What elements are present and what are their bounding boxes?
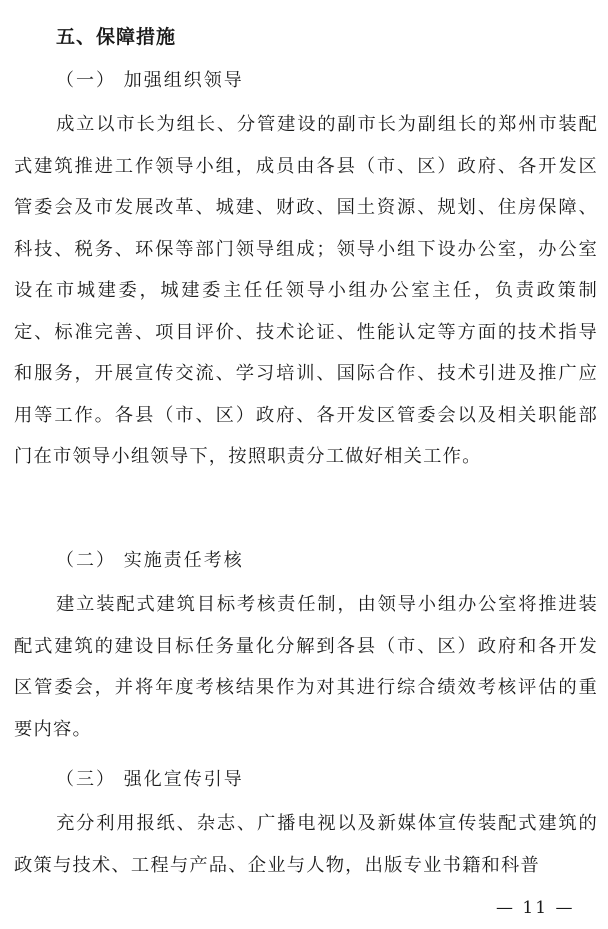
subsection-heading-1: （一） 加强组织领导 (56, 70, 244, 91)
section-heading: 五、保障措施 (56, 26, 177, 48)
subsection-paragraph-2: 建立装配式建筑目标考核责任制，由领导小组办公室将推进装配式建筑的建设目标任务量化分解到各县（市、区）政府和各开发区管委会，并将年度考核结果作为对其进行综合绩效考核评估的重要内容。 (14, 594, 598, 740)
page-number: — 11 — (496, 898, 575, 918)
subsection-heading-3: （三） 强化宣传引导 (56, 769, 244, 790)
subsection-heading-2: （二） 实施责任考核 (56, 550, 244, 571)
subsection-paragraph-3: 充分利用报纸、杂志、广播电视以及新媒体宣传装配式建筑的政策与技术、工程与产品、企业与人物，出版专业书籍和科普 (14, 813, 598, 876)
subsection-paragraph-1: 成立以市长为组长、分管建设的副市长为副组长的郑州市装配式建筑推进工作领导小组，成员由各县（市、区）政府、各开发区管委会及市发展改革、城建、财政、国土资源、规划、住房保障、科技、税务、环保等部门领导组成；领导小组下设办公室，办公室设在市城建委，城建委主任任领导小组办公室主任，负责政策制定、标准完善、项目评价、技术论证、性能认定等方面的技术指导和服务，开展宣传交流、学习培训、国际合作、技术引进及推广应用等工作。各县（市、区）政府、各开发区管委会以及相关职能部门在市领导小组领导下，按照职责分工做好相关工作。 (14, 114, 598, 467)
